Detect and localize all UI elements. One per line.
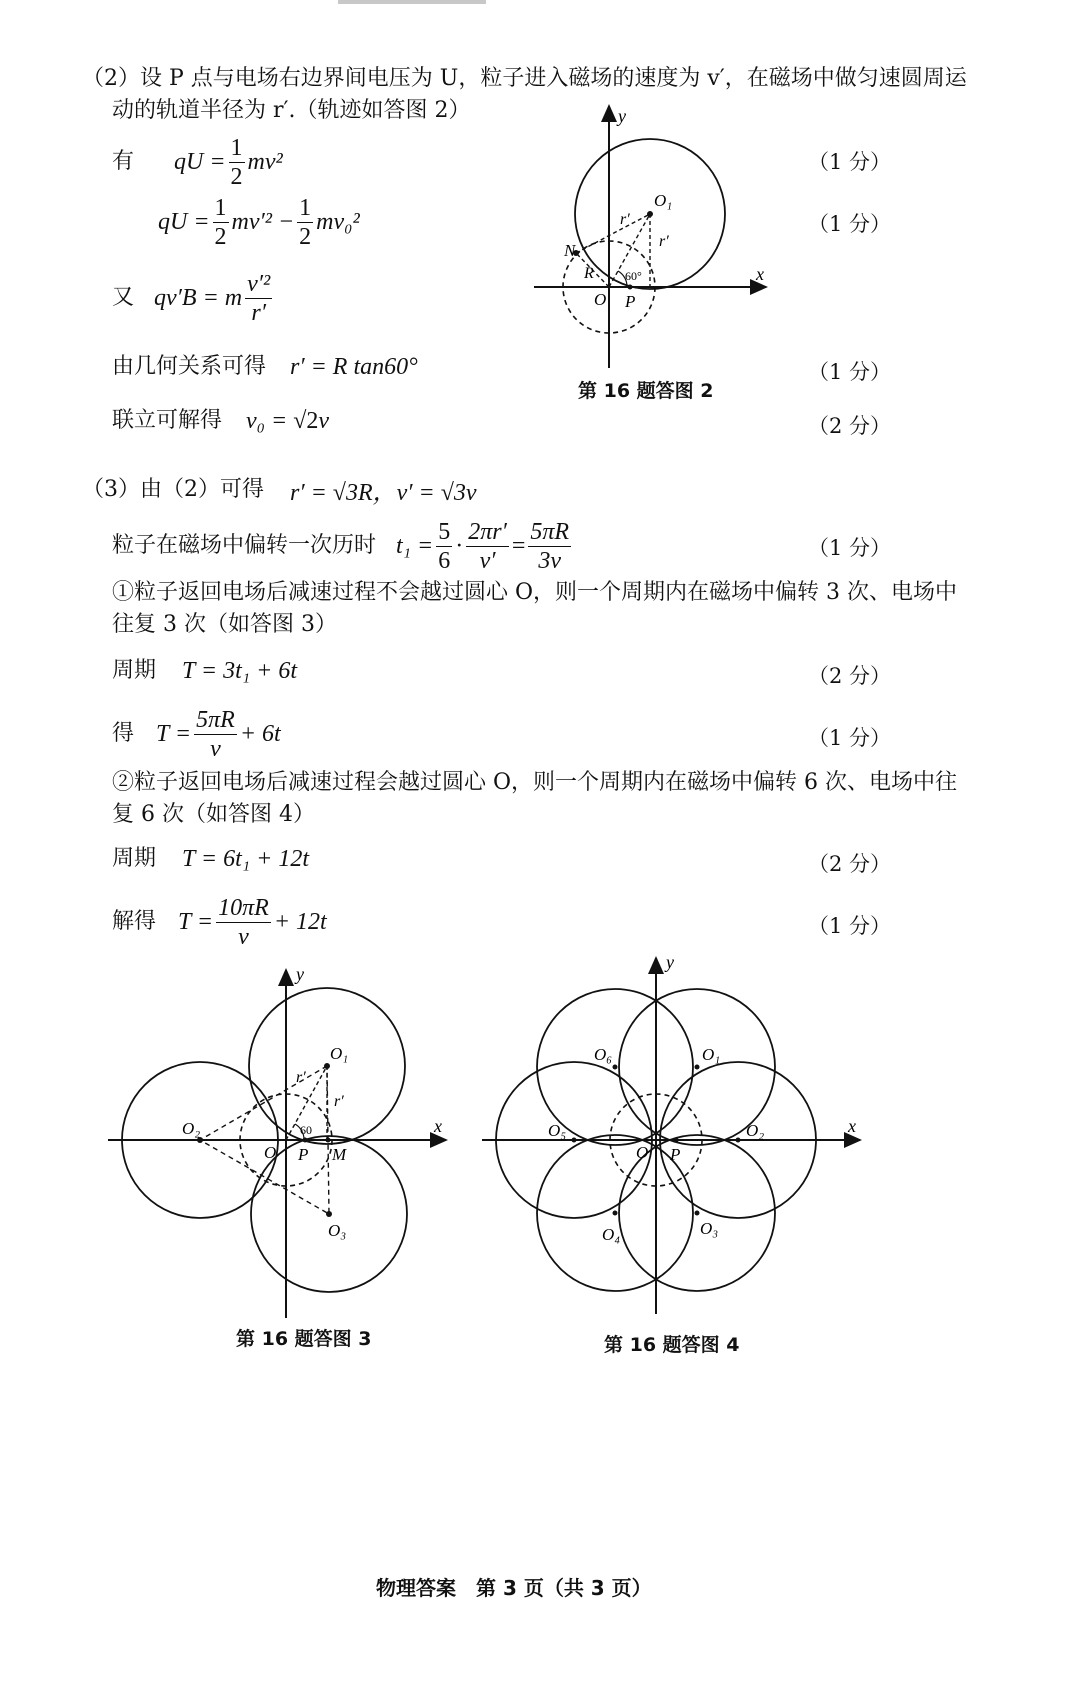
equation-period-2 xyxy=(112,844,309,874)
fig2-label-O: O xyxy=(594,290,607,309)
part2-intro-line1: （2）设 P 点与电场右边界间电压为 U，粒子进入磁场的速度为 v′，在磁场中做匀速圆周运 xyxy=(82,66,967,91)
eq2-score: （1 分） xyxy=(808,212,892,236)
fig3-label-P: P xyxy=(298,1145,309,1164)
case2-line2: 复 6 次（如答图 4） xyxy=(112,802,315,827)
fig2-point-O1 xyxy=(647,211,653,217)
eq1-lhs: qU = xyxy=(174,148,226,175)
fig3-label-r2: r′ xyxy=(334,1093,344,1110)
part3-intro-eq: r′ = √3R，v′ = √3v xyxy=(290,480,477,506)
fig3-label-y: y xyxy=(296,964,304,984)
equation-energy-1 xyxy=(112,130,283,194)
equation-energy-2 xyxy=(158,190,360,254)
period2-eq: T = 6t₁ + 12t xyxy=(182,845,309,872)
t1-fraction-1: $\frac{5}{6}$ xyxy=(438,518,451,574)
fig3-point-P xyxy=(303,1138,308,1143)
period2-score: （2 分） xyxy=(808,852,892,876)
case1-line2: 往复 3 次（如答图 3） xyxy=(112,612,337,637)
fig4-point-O2 xyxy=(736,1138,741,1143)
fig4-point-O3 xyxy=(695,1211,700,1216)
fig3-label-O: O xyxy=(264,1143,277,1162)
part3-intro xyxy=(82,472,477,507)
equation-lorentz xyxy=(112,266,275,330)
fig3-label-r1: r′ xyxy=(296,1069,306,1086)
fig4-point-O1 xyxy=(695,1065,700,1070)
fig3-label-M: M xyxy=(332,1145,347,1164)
fig3-point-M xyxy=(326,1138,331,1143)
equation-solve-v0 xyxy=(112,406,329,436)
fig4-label-y: y xyxy=(666,952,674,972)
eq5-tail: v xyxy=(318,407,330,434)
eq1-fraction: $\frac{1}{2}$ xyxy=(230,134,243,190)
equation-geometry xyxy=(112,352,418,382)
period2-lead: 周期 xyxy=(112,846,157,871)
eq5-lhs: v₀ = xyxy=(246,407,288,434)
fig4-label-O: O xyxy=(636,1143,649,1162)
eq1-score: （1 分） xyxy=(808,150,892,174)
period1-eq: T = 3t₁ + 6t xyxy=(182,657,297,684)
case2-line1: ②粒子返回电场后减速过程会越过圆心 O，则一个周期内在磁场中偏转 6 次、电场中往 xyxy=(112,770,958,795)
fig4-point-O5 xyxy=(572,1138,577,1143)
t1-lhs: t₁ = xyxy=(396,532,434,559)
result2-fraction: $\frac{10\pi R}{v}$ xyxy=(218,894,269,950)
eq1-lead: 有 xyxy=(112,149,135,174)
fig3-label-O2: O₂ xyxy=(182,1119,201,1138)
eq2-fraction-a: $\frac{1}{2}$ xyxy=(214,194,227,250)
fig2-label-N: N xyxy=(564,241,576,260)
fig2-label-r2: r′ xyxy=(659,233,669,250)
fig3-point-O1 xyxy=(324,1063,330,1069)
fig4-point-P xyxy=(674,1138,679,1143)
eq5-score: （2 分） xyxy=(808,414,892,438)
t1-equals: = xyxy=(511,532,526,559)
result2-lead: 解得 xyxy=(112,909,157,934)
eq3-lead: 又 xyxy=(112,285,135,310)
result2-score: （1 分） xyxy=(808,914,892,938)
fig2-label-y: y xyxy=(618,106,626,126)
result1-lead: 得 xyxy=(112,721,135,746)
fig3-point-O3 xyxy=(326,1211,332,1217)
part3-intro-lead: （3）由（2）可得 xyxy=(82,476,264,502)
figure-2-caption: 第 16 题答图 2 xyxy=(578,380,714,402)
fig2-point-P xyxy=(628,285,633,290)
result1-score: （1 分） xyxy=(808,726,892,750)
part2-intro-line2: 动的轨道半径为 r′.（轨迹如答图 2） xyxy=(112,98,471,123)
result2-lhs: T = xyxy=(178,908,214,935)
fig4-label-O5: O₅ xyxy=(548,1121,567,1140)
fig2-label-x: x xyxy=(756,264,764,284)
fig4-label-O3: O₃ xyxy=(700,1219,719,1238)
equation-t1 xyxy=(112,512,574,580)
fig4-label-O6: O₆ xyxy=(594,1045,613,1064)
equation-result-2 xyxy=(112,888,327,956)
t1-dot: · xyxy=(455,532,464,559)
eq3-lhs: qv′B = m xyxy=(154,284,243,311)
t1-lead: 粒子在磁场中偏转一次历时 xyxy=(112,533,377,558)
t1-fraction-2: $\frac{2\pi r'}{v'}$ xyxy=(468,518,507,574)
fig3-label-O1: O₁ xyxy=(330,1044,349,1063)
period1-score: （2 分） xyxy=(808,664,892,688)
fig3-label-O3: O₃ xyxy=(328,1221,347,1240)
eq2-lhs: qU = xyxy=(158,208,210,235)
equation-result-1 xyxy=(112,700,281,768)
figure-4-diagram xyxy=(476,950,876,1330)
result2-tail: + 12t xyxy=(273,908,327,935)
eq5-lead: 联立可解得 xyxy=(112,408,223,433)
fig3-label-angle: 60 xyxy=(300,1123,312,1137)
result1-fraction: $\frac{5\pi R}{v}$ xyxy=(196,706,235,762)
t1-score: （1 分） xyxy=(808,536,892,560)
fig4-label-P: P xyxy=(670,1145,681,1164)
fig2-label-P: P xyxy=(625,292,636,311)
eq3-fraction: $\frac{\text{v′²}}{r'}$ xyxy=(247,270,271,326)
fig2-label-R: R xyxy=(584,265,594,282)
fig3-label-x: x xyxy=(434,1116,442,1136)
page-footer: 物理答案 第 3 页（共 3 页） xyxy=(376,1576,652,1600)
fig2-label-O1: O₁ xyxy=(654,191,673,210)
eq2-fraction-b: $\frac{1}{2}$ xyxy=(299,194,312,250)
period1-lead: 周期 xyxy=(112,658,157,683)
eq2-tail-b: mv₀² xyxy=(316,208,360,235)
fig4-point-O4 xyxy=(613,1211,618,1216)
eq1-tail: mv² xyxy=(247,148,283,175)
figure-3-caption: 第 16 题答图 3 xyxy=(236,1328,372,1350)
eq5-root: √2 xyxy=(293,407,319,434)
eq4-lead: 由几何关系可得 xyxy=(112,354,267,379)
t1-fraction-3: $\frac{5\pi R}{3v}$ xyxy=(530,518,570,574)
eq4-score: （1 分） xyxy=(808,360,892,384)
fig4-label-O4: O₄ xyxy=(602,1225,621,1244)
eq2-tail-a: mv′² − xyxy=(231,208,295,235)
figure-4-caption: 第 16 题答图 4 xyxy=(604,1334,740,1356)
case1-line1: ①粒子返回电场后减速过程不会越过圆心 O，则一个周期内在磁场中偏转 3 次、电场中 xyxy=(112,580,958,605)
figure-2-diagram xyxy=(530,100,780,370)
top-edge-bar xyxy=(338,0,486,4)
equation-period-1 xyxy=(112,656,297,686)
result1-lhs: T = xyxy=(156,720,192,747)
figure-3-diagram xyxy=(100,962,460,1322)
fig4-label-O2: O₂ xyxy=(746,1121,765,1140)
eq4-body: r′ = R tan60° xyxy=(290,353,418,380)
fig4-point-O6 xyxy=(613,1065,618,1070)
fig4-label-x: x xyxy=(848,1116,856,1136)
fig2-label-r1: r′ xyxy=(620,211,630,228)
fig2-label-angle: 60° xyxy=(625,269,642,283)
result1-tail: + 6t xyxy=(239,720,281,747)
fig4-label-O1: O₁ xyxy=(702,1045,721,1064)
